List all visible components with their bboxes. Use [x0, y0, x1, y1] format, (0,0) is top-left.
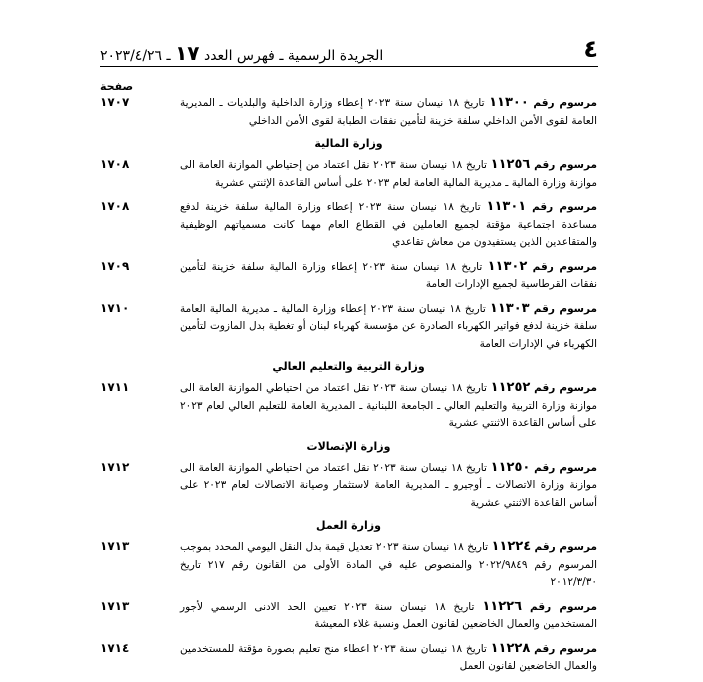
decree-number: ١١٢٥٠	[490, 459, 531, 475]
index-entry	[100, 640, 597, 676]
entry-text-block	[180, 379, 597, 433]
header-title	[100, 42, 383, 67]
index-entry	[100, 156, 597, 192]
entry-page-number: ١٧٠٧	[100, 95, 130, 109]
decree-number: ١١٢٥٢	[490, 380, 531, 395]
entry-page-number: ١٧٠٨	[100, 199, 130, 213]
index-entry	[100, 459, 597, 513]
decree-label: مرسوم رقم	[534, 541, 598, 553]
decree-label: مرسوم رقم	[533, 97, 598, 109]
decree-description: تاريخ ١٨ نيسان سنة ٢٠٢٣ إعطاء وزارة المالية سلفة خزينة لتأمين نفقات القرطاسية لجميع الإدارات العامة	[180, 260, 597, 290]
decree-number: ١١٢٥٦	[490, 157, 531, 172]
entry-page-number: ١٧١٣	[100, 539, 130, 553]
entry-text-block	[180, 94, 597, 130]
decree-description: تاريخ ١٨ نيسان سنة ٢٠٢٣ تعيين الحد الادنى الرسمي لأجور المستخدمين والعمال الخاضعين لقانون العمل ونسبة غلاء المعيشة	[180, 600, 597, 630]
index-entry	[100, 300, 597, 354]
entry-text-block	[180, 598, 597, 634]
entry-text-block	[180, 156, 597, 192]
decree-description: تاريخ ١٨ نيسان سنة ٢٠٢٣ إعطاء وزارة المالية ـ مديرية المالية العامة سلفة خزينة لدفع فواتير الكهرباء الصادرة عن مؤسسة كهرباء لبنان أو تغطية بدل المازوت لتأمين الكهرباء في الإدارات العامة	[180, 302, 597, 350]
decree-number: ١١٣٠٣	[489, 300, 530, 316]
section-heading: وزارة الإتصالات	[306, 439, 391, 453]
issue-number: ١٧	[175, 41, 200, 65]
decree-number: ١١٢٢٨	[490, 640, 531, 656]
index-entries	[100, 94, 597, 682]
decree-label: مرسوم رقم	[533, 302, 598, 315]
index-entry	[100, 258, 597, 294]
decree-label: مرسوم رقم	[534, 642, 597, 655]
decree-description: تاريخ ١٨ نيسان سنة ٢٠٢٣ إعطاء وزارة المالية سلفة خزينة لدفع مساعدة اجتماعية مؤقتة لجميع العاملين في القطاع العام مهما كانت مسمياتهم الوظيفية والمتقاعدين الذين يستفيدون من معاش تقاعدي	[180, 201, 597, 248]
header-rule	[100, 66, 598, 67]
decree-number: ١١٢٢٤	[491, 539, 532, 554]
header-title-text: الجريدة الرسمية ـ فهرس العدد	[203, 48, 384, 64]
decree-label: مرسوم رقم	[534, 461, 597, 474]
issue-date: ـ ٢٠٢٣/٤/٢٦	[100, 48, 171, 64]
page-column-header: صفحة	[100, 80, 134, 93]
decree-description: تاريخ ١٨ نيسان سنة ٢٠٢٣ تعديل قيمة بدل النقل اليومي المحدد بموجب المرسوم رقم ٢٠٢٢/٩٨٤٩ والمنصوص عليه في المادة الأولى من القانون رقم ٢١٧ تاريخ ٢٠١٢/٣/٣٠	[180, 541, 597, 588]
section-heading: وزارة التربية والتعليم العالي	[272, 360, 425, 373]
entry-page-number: ١٧٠٨	[100, 157, 130, 171]
entry-text-block	[180, 300, 597, 354]
entry-text-block	[180, 258, 597, 294]
entry-page-number: ١٧٠٩	[100, 258, 130, 273]
entry-page-number: ١٧١٢	[100, 459, 130, 474]
decree-label: مرسوم رقم	[532, 260, 598, 273]
entry-page-number: ١٧١٠	[100, 300, 130, 315]
entry-text-block	[180, 538, 597, 592]
index-entry	[100, 598, 597, 634]
decree-label: مرسوم رقم	[532, 201, 598, 213]
decree-description: تاريخ ١٨ نيسان سنة ٢٠٢٣ إعطاء وزارة الداخلية والبلديات ـ المديرية العامة لقوى الأمن الداخلي سلفة خزينة لتأمين نفقات الطبابة لقوى الأمن الداخلي	[180, 97, 597, 127]
decree-label: مرسوم رقم	[534, 159, 597, 171]
page-number: ٤	[583, 35, 598, 63]
entry-text-block	[180, 198, 597, 252]
decree-number: ١١٣٠٢	[487, 258, 528, 274]
decree-description: تاريخ ١٨ نيسان سنة ٢٠٢٣ نقل اعتماد من إحتياطي الموازنة العامة الى موازنة وزارة المالية ـ مديرية المالية العامة لعام ٢٠٢٣ على أساس القاعدة الإثنتي عشرية	[180, 159, 597, 189]
decree-label: مرسوم رقم	[534, 382, 597, 394]
entry-page-number: ١٧١٣	[100, 598, 130, 613]
index-entry	[100, 198, 597, 252]
decree-description: تاريخ ١٨ نيسان سنة ٢٠٢٣ اعطاء منح تعليم بصورة مؤقتة للمستخدمين والعمال الخاضعين لقانون العمل	[180, 642, 597, 672]
decree-number: ١١٣٠١	[486, 199, 527, 214]
decree-label: مرسوم رقم	[529, 600, 597, 613]
entry-page-number: ١٧١١	[100, 380, 130, 394]
section-heading: وزارة العمل	[316, 519, 381, 532]
index-entry	[100, 538, 597, 592]
entry-text-block	[180, 640, 597, 676]
decree-number: ١١٣٠٠	[489, 95, 529, 110]
entry-page-number: ١٧١٤	[100, 640, 130, 655]
decree-number: ١١٢٢٦	[482, 598, 523, 614]
page-header	[100, 35, 598, 68]
index-entry	[100, 94, 597, 130]
decree-description: تاريخ ١٨ نيسان سنة ٢٠٢٣ نقل اعتماد من احتياطي الموازنة العامة الى موازنة وزارة الاتصالات ـ أوجيرو ـ المديرية العامة لاستثمار وصيانة الاتصالات لعام ٢٠٢٣ على أساس القاعدة الاثنتي عشرية	[180, 461, 597, 509]
index-entry	[100, 379, 597, 433]
section-heading: وزارة المالية	[314, 137, 383, 150]
decree-description: تاريخ ١٨ نيسان سنة ٢٠٢٣ نقل اعتماد من احتياطي الموازنة العامة الى موازنة وزارة التربية والتعليم العالي ـ الجامعة اللبنانية ـ المديرية العامة للتعليم العالي لعام ٢٠٢٣ على أساس القاعدة الاثنتي عشرية	[180, 382, 597, 429]
entry-text-block	[180, 459, 597, 513]
